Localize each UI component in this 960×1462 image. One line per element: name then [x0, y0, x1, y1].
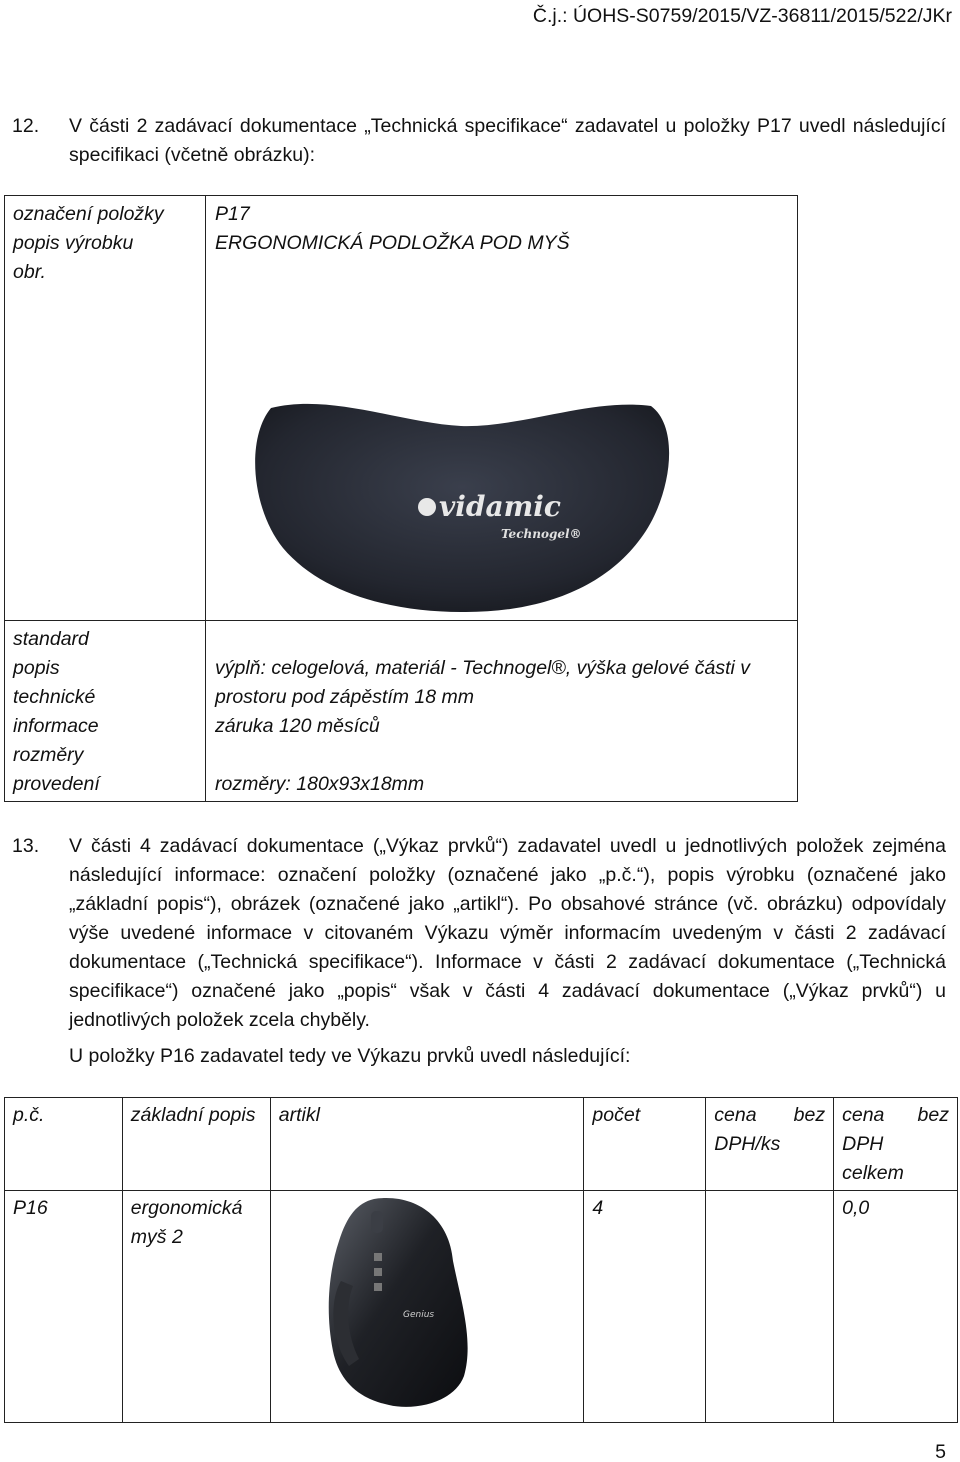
label-popis: popis: [13, 657, 60, 679]
header-cena-ks: cena bez DPH/ks: [706, 1098, 834, 1191]
spec-values-top: [206, 196, 798, 621]
paragraph-12: [12, 112, 946, 170]
label-technicke: technické: [13, 686, 96, 708]
page-number: 5: [935, 1441, 946, 1462]
items-header-row: [5, 1098, 958, 1191]
table-row: [5, 1191, 958, 1423]
paragraph-text: V části 2 zadávací dokumentace „Technická specifikace“ zadavatel u položky P17 uvedl následující specifikaci (včetně obrázku):: [69, 115, 946, 166]
label-provedeni: provedení: [13, 773, 100, 795]
header-pocet: počet: [584, 1098, 706, 1191]
label-standard: standard: [13, 628, 89, 650]
label-oznaceni: označení položky: [13, 203, 164, 225]
document-reference: Č.j.: ÚOHS-S0759/2015/VZ-36811/2015/522/JKr: [532, 5, 952, 27]
paragraph-number: 13.: [12, 835, 40, 857]
spec-table: [4, 195, 798, 802]
header-zakladni-popis: základní popis: [122, 1098, 270, 1191]
brand-logo-text: vidamic: [439, 490, 561, 523]
header-artikl: artikl: [270, 1098, 584, 1191]
spec-labels-bottom: [5, 621, 206, 802]
brand-subtitle: Technogel®: [501, 527, 582, 541]
value-fill-description: výplň: celogelová, materiál - Technogel®, výška gelové části v prostoru pod zápěstím 18 mm: [215, 657, 750, 708]
header-cena-celkem: cena bez DPH celkem: [834, 1098, 958, 1191]
value-item-code: P17: [215, 203, 250, 225]
mouse-image: [319, 1191, 479, 1413]
value-dimensions: rozměry: 180x93x18mm: [215, 773, 425, 795]
label-popis-vyrobku: popis výrobku: [13, 232, 134, 254]
paragraph-number: 12.: [12, 115, 40, 137]
cell-popis: ergonomická myš 2: [122, 1191, 270, 1423]
spec-labels-top: [5, 196, 206, 621]
label-rozmery: rozměry: [13, 744, 84, 766]
cell-cena-celkem: 0,0: [834, 1191, 958, 1423]
items-table: [4, 1097, 958, 1423]
label-obr: obr.: [13, 261, 46, 283]
value-warranty: záruka 120 měsíců: [215, 715, 380, 737]
cell-pocet: 4: [584, 1191, 706, 1423]
label-informace: informace: [13, 715, 99, 737]
paragraph-text: V části 4 zadávací dokumentace („Výkaz prvků“) zadavatel uvedl u jednotlivých položek zejména následující informace: označení položky (označené jako „p.č.“), popis výrobku (označené jako „základní popis“), obrázek (označené jako „artikl“). Po obsahové stránce (vč. obrázku) odpovídaly výše uvedené informace v citovaném Výkazu výměr informacím uvedeným v části 2 zadávací dokumentace („Technická specifikace“). Informace v části 2 zadávací dokumentace („Technická specifikace“) označené jako „popis“ však v části 4 zadávací dokumentace („Výkaz prvků“) u jednotlivých položek zcela chyběly.: [69, 835, 946, 1031]
cell-pc: P16: [5, 1191, 123, 1423]
value-product-name: ERGONOMICKÁ PODLOŽKA POD MYŠ: [215, 232, 570, 254]
header-pc: p.č.: [5, 1098, 123, 1191]
cell-cena-ks: [706, 1191, 834, 1423]
spec-values-bottom: [206, 621, 798, 802]
paragraph-13: [12, 832, 946, 1035]
cell-artikl: [270, 1191, 584, 1423]
wrist-pad-image: [241, 388, 681, 618]
wrist-pad-graphic: [241, 388, 681, 618]
mouse-brand-text: Genius: [402, 1310, 434, 1320]
paragraph-13-follow: U položky P16 zadavatel tedy ve Výkazu prvků uvedl následující:: [69, 1045, 631, 1067]
